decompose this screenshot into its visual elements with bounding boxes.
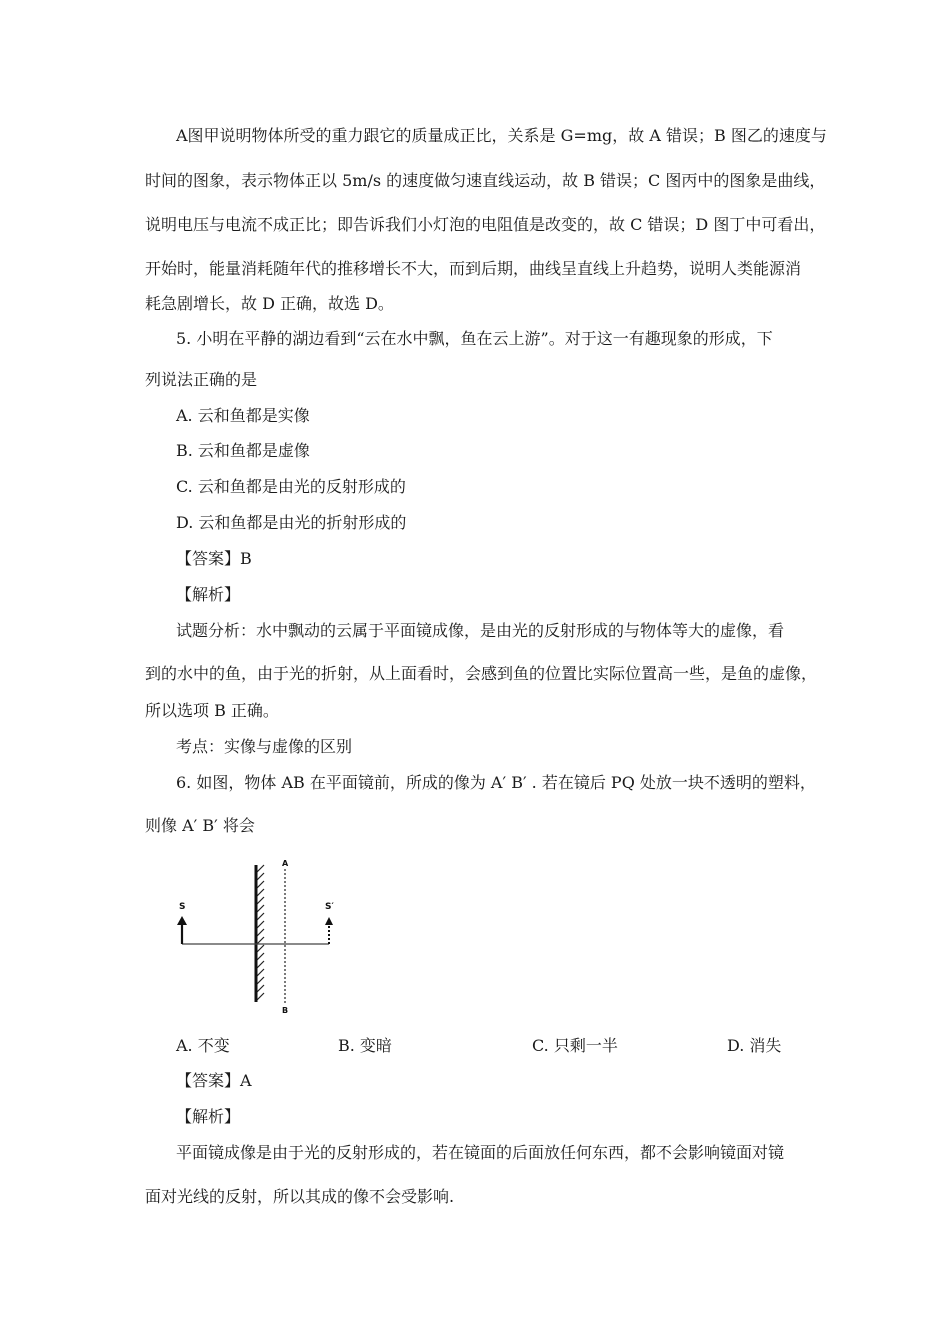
q5-stem-line-2: 列说法正确的是: [145, 370, 258, 389]
image-arrowhead: [325, 917, 333, 925]
q6-option-b: B. 变暗: [338, 1036, 392, 1055]
label-s: S: [179, 902, 186, 912]
q5-analysis-label: 【解析】: [176, 585, 241, 604]
q6-stem-line-1: 6. 如图，物体 AB 在平面镜前，所成的像为 A′ B′ . 若在镜后 PQ 处放一块不透明的塑料，: [176, 773, 816, 792]
q4-analysis-line-3: 说明电压与电流不成正比；即告诉我们小灯泡的电阻值是改变的，故 C 错误；D 图丁中可看出，: [145, 215, 826, 234]
q6-option-c: C. 只剩一半: [532, 1036, 618, 1055]
q6-option-a: A. 不变: [176, 1036, 230, 1055]
q4-analysis-line-1: A图甲说明物体所受的重力跟它的质量成正比，关系是 G=mg，故 A 错误；B 图乙的速度与: [176, 126, 827, 145]
q5-option-d: D. 云和鱼都是由光的折射形成的: [176, 513, 407, 532]
q4-analysis-line-4: 开始时，能量消耗随年代的推移增长不大，而到后期，曲线呈直线上升趋势，说明人类能源消: [145, 259, 802, 278]
q5-option-a: A. 云和鱼都是实像: [176, 406, 310, 425]
q5-option-b: B. 云和鱼都是虚像: [176, 441, 310, 460]
label-s-prime: S′: [325, 902, 334, 912]
q4-analysis-line-5: 耗急剧增长，故 D 正确，故选 D。: [145, 294, 394, 313]
q6-mirror-figure: [170, 855, 370, 1025]
q5-stem-line-1: 5. 小明在平静的湖边看到“云在水中飘，鱼在云上游”。对于这一有趣现象的形成，下: [176, 329, 773, 348]
q5-analysis-line-3: 所以选项 B 正确。: [145, 701, 279, 720]
q5-kaodian: 考点：实像与虚像的区别: [176, 737, 353, 756]
q6-option-d: D. 消失: [727, 1036, 782, 1055]
q5-analysis-line-1: 试题分析：水中飘动的云属于平面镜成像，是由光的反射形成的与物体等大的虚像，看: [176, 621, 785, 640]
q6-stem-line-2: 则像 A′ B′ 将会: [145, 816, 255, 835]
q5-answer: 【答案】B: [176, 549, 252, 568]
q6-analysis-line-2: 面对光线的反射，所以其成的像不会受影响.: [145, 1187, 455, 1206]
q6-answer: 【答案】A: [176, 1071, 252, 1090]
object-arrowhead: [177, 916, 187, 925]
q5-analysis-line-2: 到的水中的鱼，由于光的折射，从上面看时，会感到鱼的位置比实际位置高一些，是鱼的虚像，: [145, 664, 818, 683]
q6-analysis-label: 【解析】: [176, 1107, 241, 1126]
q6-analysis-line-1: 平面镜成像是由于光的反射形成的，若在镜面的后面放任何东西，都不会影响镜面对镜: [176, 1143, 785, 1162]
q4-analysis-line-2: 时间的图象，表示物体正以 5m/s 的速度做匀速直线运动，故 B 错误；C 图丙中的图象是曲线，: [145, 171, 826, 190]
label-b: B: [282, 1006, 289, 1015]
label-a: A: [282, 859, 289, 868]
q5-option-c: C. 云和鱼都是由光的反射形成的: [176, 477, 406, 496]
